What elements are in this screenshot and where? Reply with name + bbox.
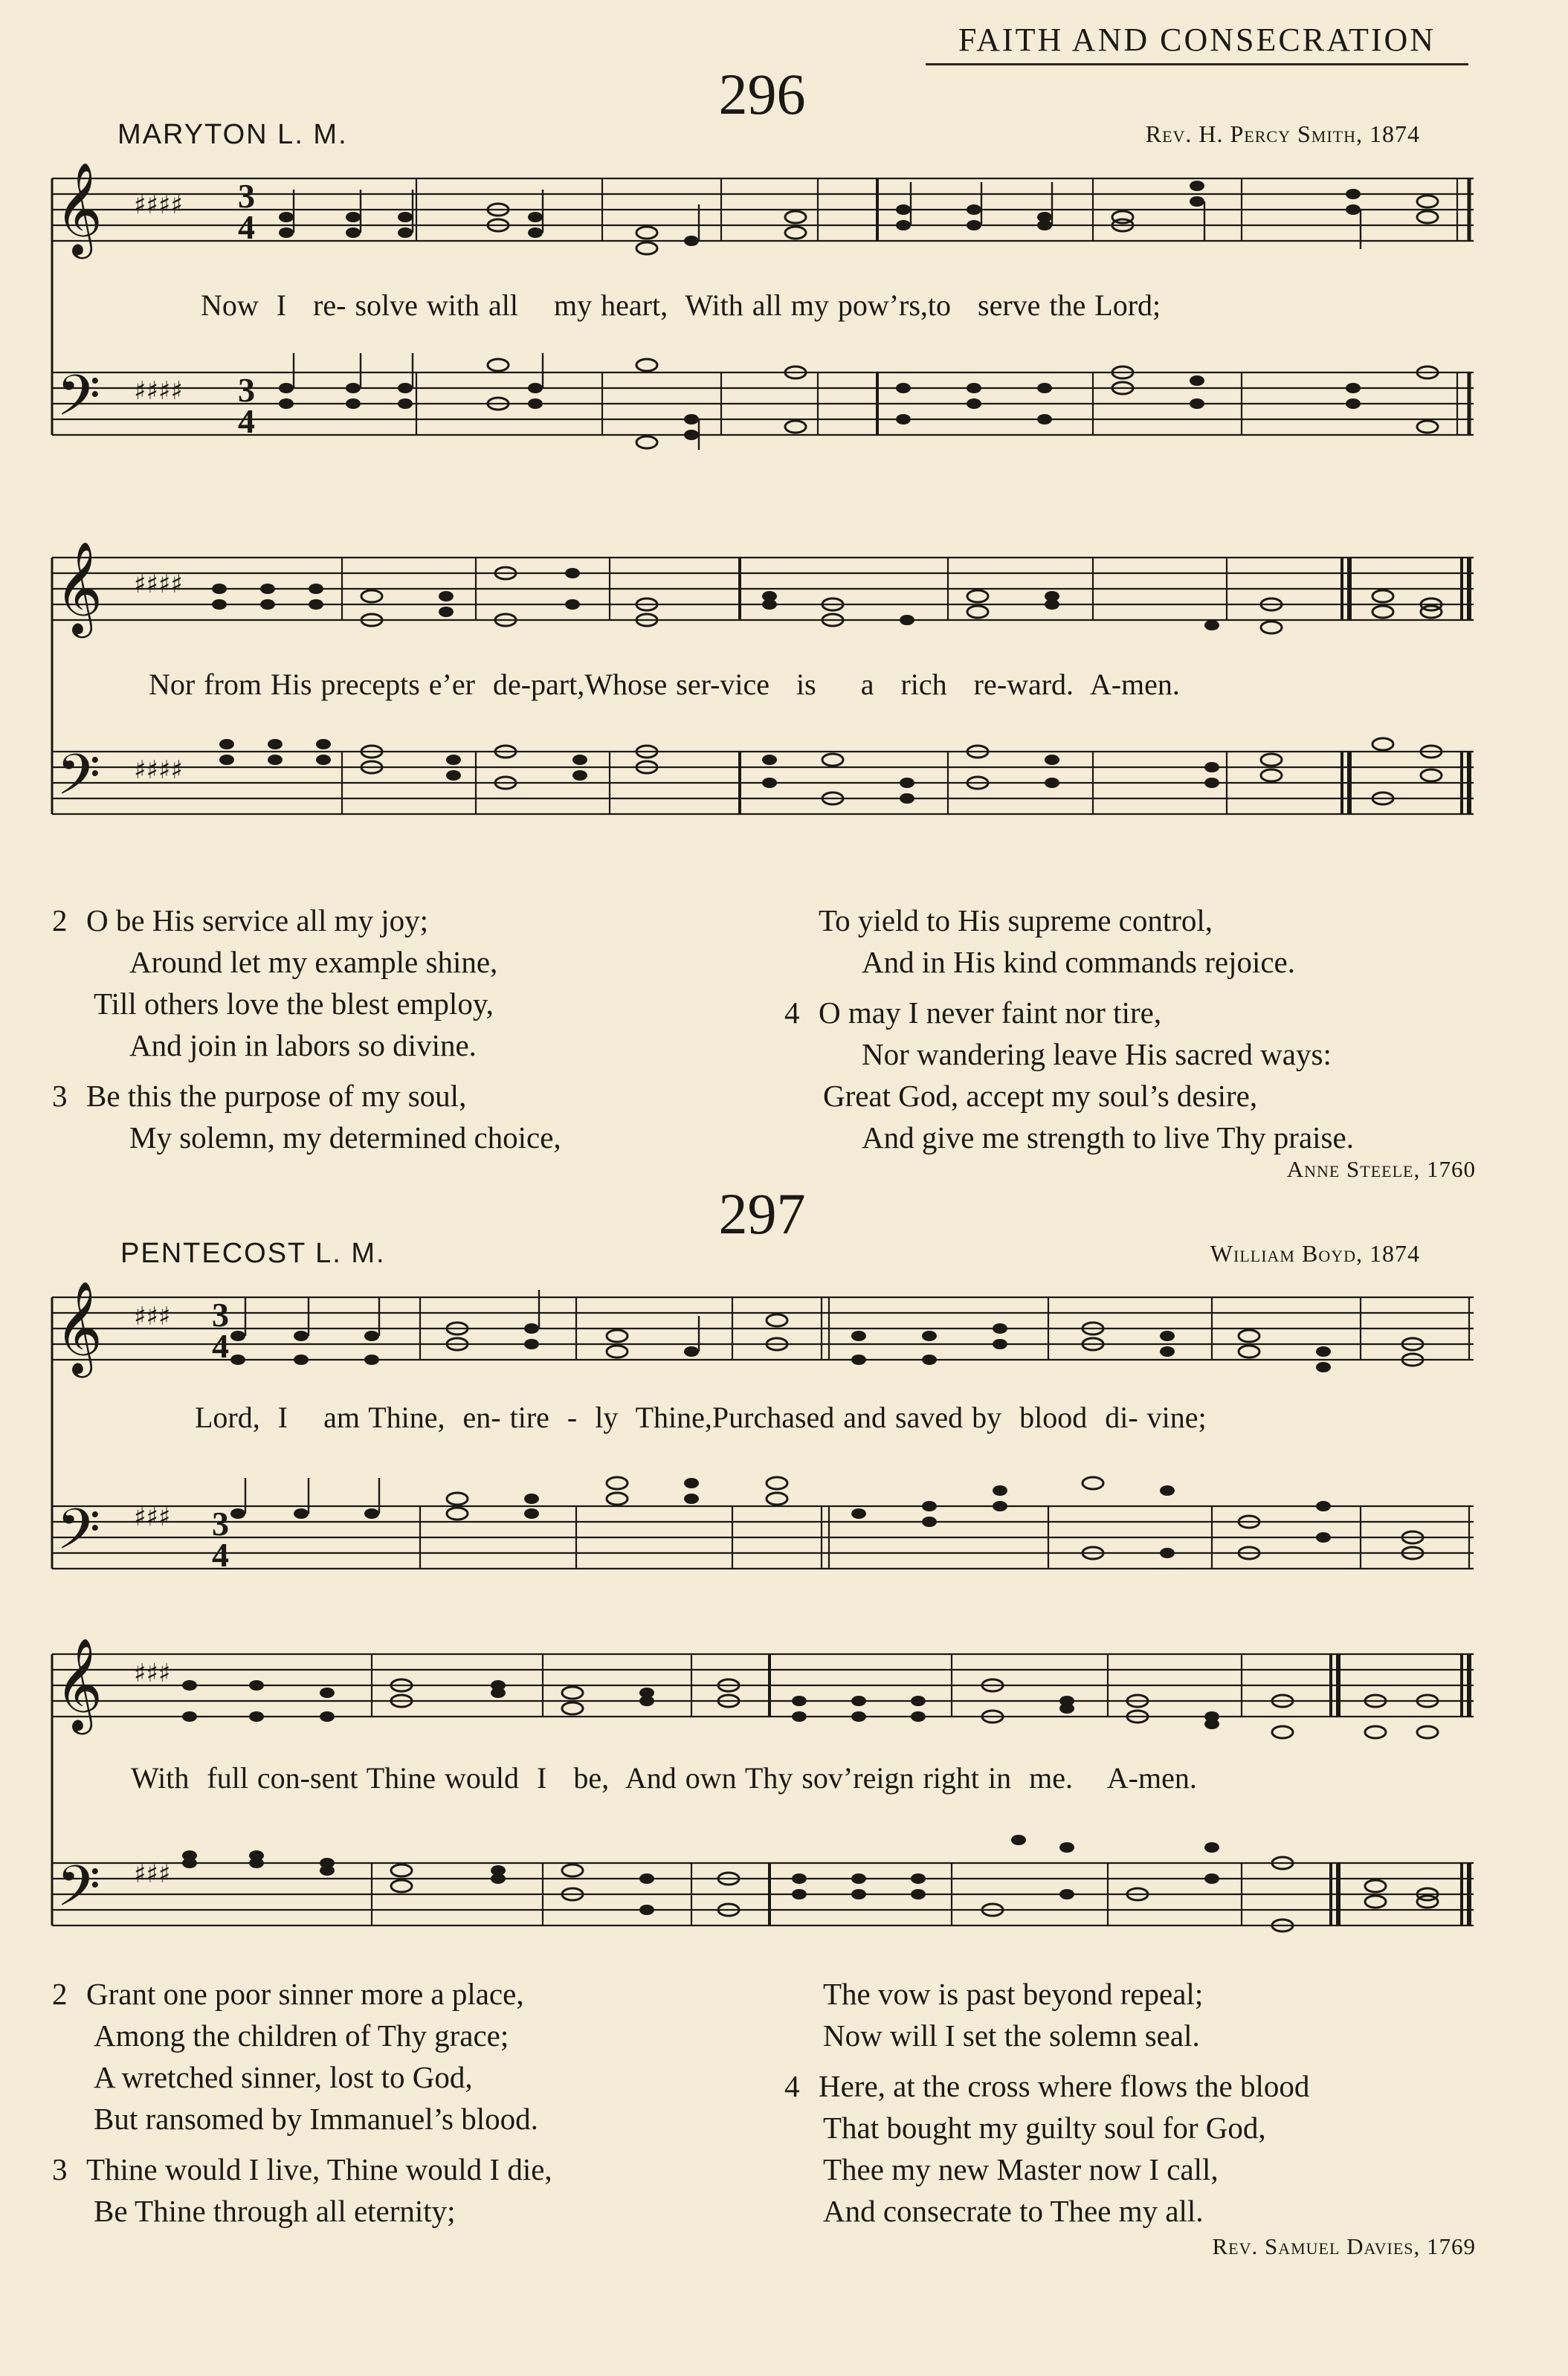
svg-text:4: 4 [212,1327,229,1365]
svg-text:♯♯♯: ♯♯♯ [134,1502,171,1532]
svg-text:3: 3 [212,1505,229,1543]
verses-296-right [784,900,1483,1158]
svg-text:4: 4 [238,402,255,440]
svg-text:3: 3 [238,371,255,409]
verse-line: Be Thine through all eternity; [94,2194,456,2228]
verses-297-left [52,1973,781,2232]
verse-line: 4 O may I never faint nor tire, [784,995,1162,1030]
svg-text:♯♯♯♯: ♯♯♯♯ [134,569,183,599]
svg-text:3: 3 [238,177,255,215]
svg-text:♯♯♯♯: ♯♯♯♯ [134,376,183,406]
verse-line: 2 O be His service all my joy; [52,903,429,937]
svg-text:𝄢: 𝄢 [57,363,101,442]
svg-text:3: 3 [212,1296,229,1334]
svg-text:𝄢: 𝄢 [57,742,101,821]
verse-line: 3 Thine would I live, Thine would I die, [52,2152,552,2186]
svg-text:𝄞: 𝄞 [55,541,103,634]
tune-name-297: PENTECOST L. M. [120,1238,386,1269]
verse-line: Thee my new Master now I call, [823,2152,1219,2186]
composer-credit-296: Rev. H. Percy Smith, 1874 [1145,120,1420,147]
hymn-number-297: 297 [718,1181,806,1246]
tune-name-296: MARYTON L. M. [117,119,348,150]
verse-line: Nor wandering leave His sacred ways: [862,1037,1332,1071]
composer-credit-297: William Boyd, 1874 [1210,1240,1420,1267]
svg-text:4: 4 [212,1536,229,1574]
verse-line: And join in labors so divine. [129,1028,477,1062]
svg-text:𝄢: 𝄢 [57,1497,101,1576]
verse-line: And give me strength to live Thy praise. [862,1120,1354,1155]
verse-line: Among the children of Thy grace; [94,2018,509,2053]
verses-296-left [52,900,766,1158]
svg-text:♯♯♯: ♯♯♯ [134,1302,171,1331]
verse-line: A wretched sinner, lost to God, [94,2060,473,2094]
verse-line: But ransomed by Immanuel’s blood. [94,2102,538,2136]
svg-text:4: 4 [238,208,255,246]
verse-line: The vow is past beyond repeal; [823,1977,1204,2011]
lyrics-297-line1: Lord, I am Thine, en- tire - ly Thine,Purchased and saved by blood di- vine; [195,1401,1207,1434]
svg-text:♯♯♯♯: ♯♯♯♯ [134,755,183,785]
lyrics-296-line2: Nor from His precepts e’er de-part,Whose ser-vice is a rich re-ward. A-men. [149,668,1180,701]
svg-text:𝄞: 𝄞 [55,1281,103,1374]
author-credit-297: Rev. Samuel Davies, 1769 [1212,2233,1476,2259]
svg-text:𝄞: 𝄞 [55,162,103,255]
verse-line: Till others love the blest employ, [94,987,494,1021]
verse-line: Around let my example shine, [129,945,498,979]
music-system-297-1 [52,1281,1474,1584]
verse-line: And consecrate to Thee my all. [823,2194,1204,2228]
verse-line: My solemn, my determined choice, [129,1120,561,1155]
verse-line: Now will I set the solemn seal. [823,2018,1200,2053]
svg-text:♯♯♯: ♯♯♯ [134,1859,171,1889]
verse-line: Great God, accept my soul’s desire, [823,1079,1258,1113]
svg-text:♯♯♯: ♯♯♯ [134,1659,171,1688]
verse-line: 4 Here, at the cross where flows the blood [784,2069,1310,2103]
author-credit-296: Anne Steele, 1760 [1286,1156,1476,1182]
svg-text:♯♯♯♯: ♯♯♯♯ [134,190,183,220]
lyrics-297-line2: With full con-sent Thine would I be, And own Thy sov’reign right in me. A-men. [131,1761,1197,1795]
verses-297-right [784,1973,1483,2232]
verse-line: To yield to His supreme control, [819,903,1213,937]
verse-line: That bought my guilty soul for God, [823,2111,1266,2145]
verse-line: 3 Be this the purpose of my soul, [52,1079,467,1113]
verse-line: 2 Grant one poor sinner more a place, [52,1977,524,2011]
hymn-number-296: 296 [718,62,806,126]
lyrics-296-line1: Now I re- solve with all my heart, With all my pow’rs,to serve the Lord; [201,288,1161,322]
svg-text:𝄞: 𝄞 [55,1638,103,1731]
svg-text:𝄢: 𝄢 [57,1853,101,1933]
section-header: FAITH AND CONSECRATION [926,21,1468,65]
verse-line: And in His kind commands rejoice. [862,945,1296,979]
